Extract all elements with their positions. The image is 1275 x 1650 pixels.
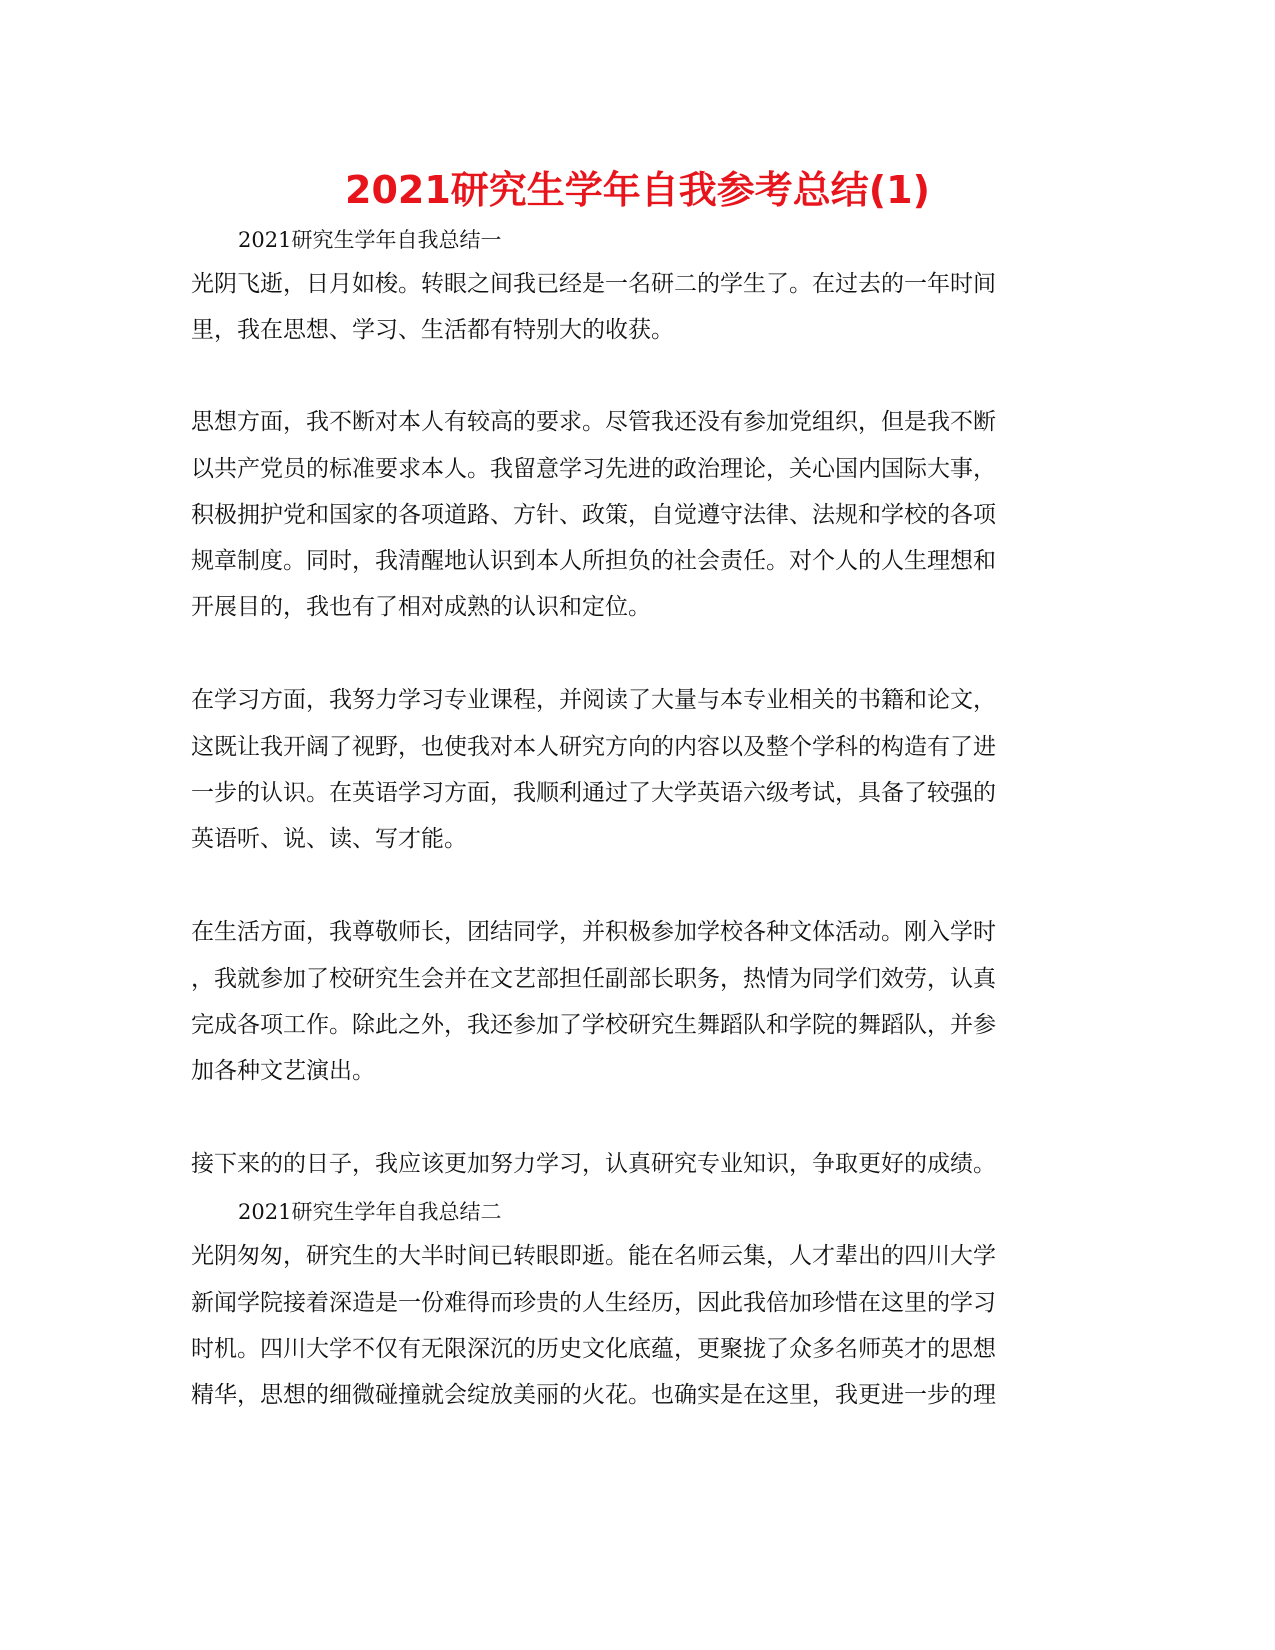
- paragraph-line: 接下来的的日子，我应该更加努力学习，认真研究专业知识，争取更好的成绩。: [191, 1151, 996, 1177]
- paragraph-line: 光阴匆匆，研究生的大半时间已转眼即逝。能在名师云集，人才辈出的四川大学: [191, 1243, 996, 1269]
- section-heading-2: 2021研究生学年自我总结二: [238, 1200, 502, 1224]
- paragraph-line: 在生活方面，我尊敬师长，团结同学，并积极参加学校各种文体活动。刚入学时: [191, 919, 996, 945]
- paragraph-line: 开展目的，我也有了相对成熟的认识和定位。: [191, 594, 651, 620]
- paragraph-line: 思想方面，我不断对本人有较高的要求。尽管我还没有参加党组织，但是我不断: [191, 409, 996, 435]
- paragraph-line: 英语听、说、读、写才能。: [191, 826, 467, 852]
- paragraph-line: 新闻学院接着深造是一份难得而珍贵的人生经历，因此我倍加珍惜在这里的学习: [191, 1290, 996, 1316]
- paragraph-line: 这既让我开阔了视野，也使我对本人研究方向的内容以及整个学科的构造有了进: [191, 734, 996, 760]
- paragraph-line: 里，我在思想、学习、生活都有特别大的收获。: [191, 317, 674, 343]
- paragraph-line: ，我就参加了校研究生会并在文艺部担任副部长职务，热情为同学们效劳，认真: [191, 966, 996, 992]
- paragraph-line: 积极拥护党和国家的各项道路、方针、政策，自觉遵守法律、法规和学校的各项: [191, 502, 996, 528]
- paragraph-line: 规章制度。同时，我清醒地认识到本人所担负的社会责任。对个人的人生理想和: [191, 548, 996, 574]
- paragraph-line: 在学习方面，我努力学习专业课程，并阅读了大量与本专业相关的书籍和论文，: [191, 687, 996, 713]
- paragraph-line: 光阴飞逝，日月如梭。转眼之间我已经是一名研二的学生了。在过去的一年时间: [191, 271, 996, 297]
- paragraph-line: 加各种文艺演出。: [191, 1058, 375, 1084]
- paragraph-line: 时机。四川大学不仅有无限深沉的历史文化底蕴，更聚拢了众多名师英才的思想: [191, 1336, 996, 1362]
- section-heading-1: 2021研究生学年自我总结一: [238, 228, 502, 252]
- paragraph-line: 以共产党员的标准要求本人。我留意学习先进的政治理论，关心国内国际大事，: [191, 456, 996, 482]
- paragraph-line: 精华，思想的细微碰撞就会绽放美丽的火花。也确实是在这里，我更进一步的理: [191, 1382, 996, 1408]
- paragraph-line: 完成各项工作。除此之外，我还参加了学校研究生舞蹈队和学院的舞蹈队，并参: [191, 1012, 996, 1038]
- document-title: 2021研究生学年自我参考总结(1): [345, 168, 930, 212]
- paragraph-line: 一步的认识。在英语学习方面，我顺利通过了大学英语六级考试，具备了较强的: [191, 780, 996, 806]
